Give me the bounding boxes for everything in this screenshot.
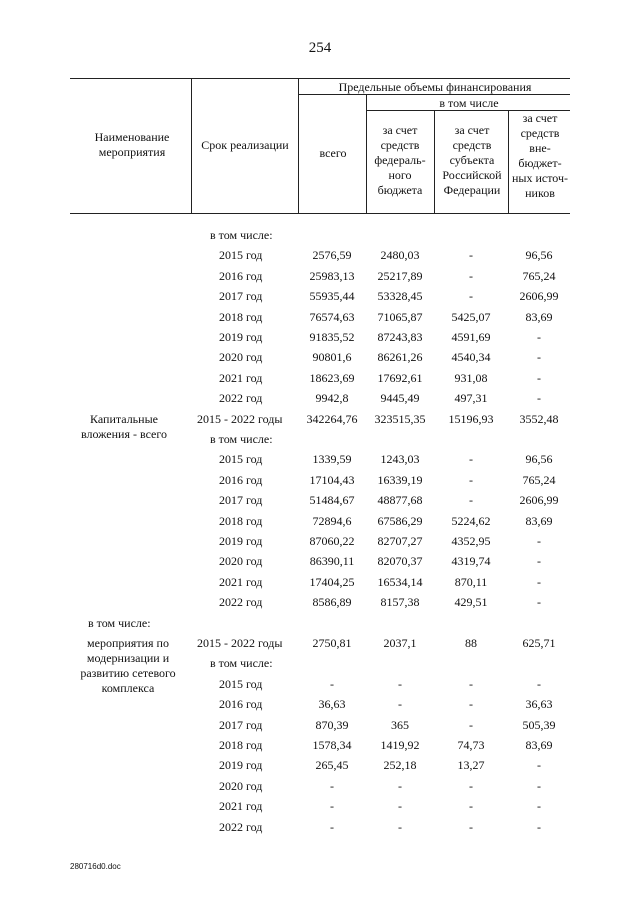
row-term: 2017 год xyxy=(219,289,263,304)
row-extra: - xyxy=(537,574,541,589)
row-total: 87060,22 xyxy=(309,534,355,548)
row-federal: 53328,45 xyxy=(377,289,423,304)
row-extra: 765,24 xyxy=(522,268,556,283)
row-total: 1339,59 xyxy=(312,452,352,467)
row-federal: 16339,19 xyxy=(377,472,423,487)
row-term: 2018 год xyxy=(219,309,263,324)
row-term: 2016 год xyxy=(219,268,263,283)
row-federal: 9445,49 xyxy=(380,391,420,406)
row-total: 18623,69 xyxy=(309,370,355,385)
row-extra: - xyxy=(537,819,541,834)
row-extra: - xyxy=(537,778,541,793)
header-subgroup-title: в том числе xyxy=(439,96,499,110)
row-total: 91835,52 xyxy=(309,330,355,344)
row-term: 2022 год xyxy=(219,595,263,610)
row-federal: 323515,35 xyxy=(374,411,426,426)
row-regional: 870,11 xyxy=(454,574,488,589)
row-federal: 86261,26 xyxy=(377,350,423,365)
row-regional: 4591,69 xyxy=(451,330,491,344)
header-total: всего xyxy=(319,146,347,160)
header-regional: за счет средств субъекта Российской Федерации xyxy=(442,123,502,197)
header-top-rule xyxy=(70,78,570,79)
row-regional: - xyxy=(469,452,473,467)
col-divider-2 xyxy=(298,78,299,213)
row-federal: - xyxy=(398,819,402,834)
row-total: - xyxy=(330,799,334,814)
row-extra: - xyxy=(537,758,541,773)
row-term: 2018 год xyxy=(219,513,263,528)
row-federal: - xyxy=(398,676,402,691)
row-total: 8586,89 xyxy=(312,595,352,610)
row-term: в том числе: xyxy=(210,656,273,671)
row-term: 2021 год xyxy=(219,799,263,814)
row-federal: 82707,27 xyxy=(377,534,423,548)
row-federal: - xyxy=(398,799,402,814)
row-extra: - xyxy=(537,534,541,548)
row-regional: 74,73 xyxy=(457,738,485,752)
row-regional: - xyxy=(469,248,473,263)
header-bottom-rule xyxy=(70,213,570,214)
row-extra: - xyxy=(537,370,541,385)
row-federal: 1243,03 xyxy=(380,452,420,467)
row-federal: 48877,68 xyxy=(377,493,423,508)
header-group-title: Предельные объемы финансирования xyxy=(338,80,532,94)
row-total: 2750,81 xyxy=(312,636,352,650)
row-federal: 252,18 xyxy=(383,758,417,773)
row-term: 2019 год xyxy=(219,330,263,344)
row-extra: - xyxy=(537,330,541,344)
row-term: 2020 год xyxy=(219,778,263,793)
row-name: Капитальные вложения - всего xyxy=(80,411,168,441)
row-term: 2016 год xyxy=(219,472,263,487)
row-regional: - xyxy=(469,289,473,304)
row-extra: 83,69 xyxy=(525,738,553,752)
row-total: 1578,34 xyxy=(312,738,352,752)
col-divider-3 xyxy=(366,94,367,213)
row-regional: 5425,07 xyxy=(451,309,491,324)
row-extra: 625,71 xyxy=(522,636,556,650)
row-extra: 3552,48 xyxy=(519,411,559,426)
row-federal: 25217,89 xyxy=(377,268,423,283)
row-regional: - xyxy=(469,819,473,834)
row-regional: - xyxy=(469,799,473,814)
row-total: 2576,59 xyxy=(312,248,352,263)
row-total: 72894,6 xyxy=(312,513,352,528)
row-regional: 4319,74 xyxy=(451,554,491,569)
header-name: Наименование мероприятия xyxy=(94,130,170,159)
row-total: 17104,43 xyxy=(309,472,355,487)
row-federal: 8157,38 xyxy=(380,595,420,610)
row-extra: - xyxy=(537,595,541,610)
row-regional: 4540,34 xyxy=(451,350,491,365)
row-total: 51484,67 xyxy=(309,493,355,508)
page-number: 254 xyxy=(308,40,332,56)
row-extra: - xyxy=(537,676,541,691)
row-total: 265,45 xyxy=(315,758,349,773)
row-name: в том числе: xyxy=(88,615,151,630)
row-term: 2015 - 2022 годы xyxy=(197,636,283,650)
row-extra: 96,56 xyxy=(525,248,553,263)
row-regional: 88 xyxy=(465,636,477,650)
row-total: 90801,6 xyxy=(312,350,352,365)
row-name: мероприятия по модернизации и развитию сетевого комплекса xyxy=(80,636,176,695)
row-federal: 87243,83 xyxy=(377,330,423,344)
row-regional: - xyxy=(469,778,473,793)
row-regional: 4352,95 xyxy=(451,534,491,548)
row-total: - xyxy=(330,778,334,793)
header-extra: за счет средств вне-бюджет-ных источ-ников xyxy=(511,111,569,200)
row-regional: - xyxy=(469,472,473,487)
row-total: - xyxy=(330,676,334,691)
footer-filename: 280716d0.doc xyxy=(70,862,121,871)
row-term: 2015 год xyxy=(219,248,263,263)
row-extra: - xyxy=(537,799,541,814)
row-total: 36,63 xyxy=(318,697,346,712)
col-divider-4 xyxy=(434,110,435,213)
row-extra: - xyxy=(537,391,541,406)
row-term: 2015 год xyxy=(219,676,263,691)
row-regional: - xyxy=(469,493,473,508)
row-term: 2019 год xyxy=(219,758,263,773)
row-regional: 13,27 xyxy=(457,758,485,773)
row-total: 17404,25 xyxy=(309,574,355,589)
header-federal: за счет средств федераль-ного бюджета xyxy=(374,123,426,197)
row-total: 342264,76 xyxy=(306,411,358,426)
row-regional: - xyxy=(469,717,473,732)
row-term: 2021 год xyxy=(219,574,263,589)
row-term: 2015 - 2022 годы xyxy=(197,411,283,426)
row-total: - xyxy=(330,819,334,834)
row-regional: 497,31 xyxy=(454,391,488,406)
row-term: 2019 год xyxy=(219,534,263,548)
row-regional: - xyxy=(469,268,473,283)
col-divider-5 xyxy=(508,110,509,213)
row-total: 55935,44 xyxy=(309,289,355,304)
row-term: 2022 год xyxy=(219,391,263,406)
row-term: 2017 год xyxy=(219,493,263,508)
row-federal: - xyxy=(398,778,402,793)
row-extra: - xyxy=(537,350,541,365)
row-federal: 2037,1 xyxy=(383,636,417,650)
header-term: Срок реализации xyxy=(201,138,289,152)
row-extra: 96,56 xyxy=(525,452,553,467)
row-term: в том числе: xyxy=(210,432,273,446)
row-federal: 1419,92 xyxy=(380,738,420,752)
row-term: 2020 год xyxy=(219,554,263,569)
row-extra: 2606,99 xyxy=(519,493,559,508)
row-federal: 2480,03 xyxy=(380,248,420,263)
row-total: 76574,63 xyxy=(309,309,355,324)
row-extra: - xyxy=(537,554,541,569)
row-extra: 36,63 xyxy=(525,697,553,712)
row-regional: - xyxy=(469,676,473,691)
row-extra: 765,24 xyxy=(522,472,556,487)
row-term: 2018 год xyxy=(219,738,263,752)
row-total: 9942,8 xyxy=(315,391,349,406)
row-total: 870,39 xyxy=(315,717,349,732)
row-term: 2016 год xyxy=(219,697,263,712)
row-term: 2020 год xyxy=(219,350,263,365)
row-term: 2015 год xyxy=(219,452,263,467)
row-federal: 365 xyxy=(391,717,409,732)
row-extra: 83,69 xyxy=(525,309,553,324)
row-regional: 5224,62 xyxy=(451,513,491,528)
row-extra: 83,69 xyxy=(525,513,553,528)
row-regional: 15196,93 xyxy=(448,411,494,426)
row-term: 2022 год xyxy=(219,819,263,834)
row-term: 2017 год xyxy=(219,717,263,732)
row-federal: 67586,29 xyxy=(377,513,423,528)
row-extra: 505,39 xyxy=(522,717,556,732)
row-federal: 82070,37 xyxy=(377,554,423,569)
row-extra: 2606,99 xyxy=(519,289,559,304)
row-term: в том числе: xyxy=(210,228,273,242)
row-total: 86390,11 xyxy=(309,554,355,569)
row-term: 2021 год xyxy=(219,370,263,385)
row-total: 25983,13 xyxy=(309,268,355,283)
row-federal: 16534,14 xyxy=(377,574,423,589)
row-federal: 71065,87 xyxy=(377,309,423,324)
row-federal: - xyxy=(398,697,402,712)
row-regional: 931,08 xyxy=(454,370,488,385)
row-regional: - xyxy=(469,697,473,712)
row-federal: 17692,61 xyxy=(377,370,423,385)
row-regional: 429,51 xyxy=(454,595,488,610)
